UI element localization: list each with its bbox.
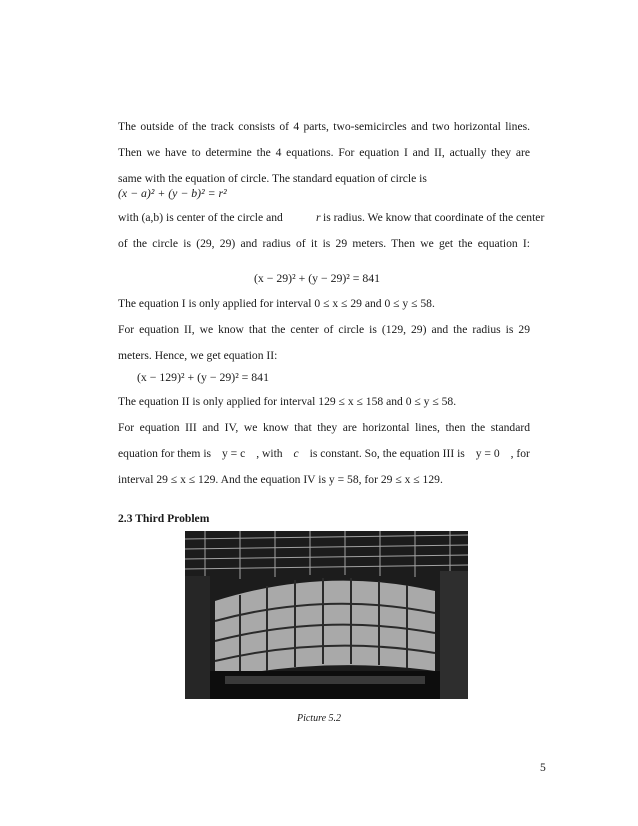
text-span: interval: [118, 473, 157, 486]
text-span: . And the equation IV is: [215, 473, 329, 486]
text-span: .: [453, 395, 457, 408]
variable-text: r: [316, 211, 321, 224]
variable-r: [316, 211, 321, 224]
paragraph-line: meters. Hence, we get equation II:: [118, 349, 278, 362]
math-inline: y = 0: [475, 447, 500, 460]
text-span: , with: [256, 447, 283, 460]
building-photo-svg: [185, 531, 468, 699]
text-span: is constant. So, the equation III is: [309, 447, 465, 460]
variable-text: c: [293, 447, 299, 460]
math-inline: y = 58: [328, 473, 359, 486]
math-inline: y = c: [221, 447, 246, 460]
interval-y: 0 ≤ y ≤ 58: [405, 395, 454, 408]
equation-circle: (x − a)² + (y − b)² = r²: [118, 186, 227, 200]
paragraph-line: [118, 395, 456, 408]
paragraph-line: same with the equation of circle. The standard equation of circle is: [118, 172, 427, 185]
paragraph-line: [118, 447, 530, 460]
paragraph-line: [118, 297, 435, 310]
text-span: , for: [358, 473, 381, 486]
math-inline: 29 ≤ x ≤ 129: [156, 473, 216, 486]
paragraph-line: [118, 473, 443, 486]
building-photo: [185, 531, 468, 699]
paragraph-line: For equation II, we know that the center of circle is (129, 29) and the radius is 29: [118, 323, 530, 336]
text-span: .: [431, 297, 435, 310]
paragraph-line: of the circle is (29, 29) and radius of it is 29 meters. Then we get the equation I:: [118, 237, 530, 250]
text-span: .: [439, 473, 443, 486]
paragraph-line: For equation III and IV, we know that they are horizontal lines, then the standard: [118, 421, 530, 434]
text-span: is radius. We know that coordinate of the center: [323, 211, 545, 224]
interval-x: 129 ≤ x ≤ 158: [318, 395, 384, 408]
math-inline: 29 ≤ x ≤ 129: [380, 473, 440, 486]
section-heading: 2.3 Third Problem: [118, 512, 210, 525]
interval-x: 0 ≤ x ≤ 29: [314, 297, 362, 310]
text-span: The equation I is only applied for interval: [118, 297, 315, 310]
figure-caption: Picture 5.2: [296, 713, 342, 724]
text-span: and: [383, 395, 406, 408]
text-span: The equation II is only applied for interval: [118, 395, 319, 408]
paragraph-line: Then we have to determine the 4 equations. For equation I and II, actually they are: [118, 146, 530, 159]
text-span: with (a,b) is center of the circle and: [118, 211, 286, 224]
page-number: 5: [540, 761, 546, 774]
interval-y: 0 ≤ y ≤ 58: [384, 297, 432, 310]
text-span: and: [361, 297, 385, 310]
equation-1: (x − 29)² + (y − 29)² = 841: [254, 271, 381, 285]
paragraph-line: The outside of the track consists of 4 parts, two-semicircles and two horizontal lines.: [118, 120, 530, 133]
text-span: , for: [510, 447, 530, 460]
equation-2: (x − 129)² + (y − 29)² = 841: [137, 370, 269, 384]
text-span: equation for them is: [118, 447, 212, 460]
